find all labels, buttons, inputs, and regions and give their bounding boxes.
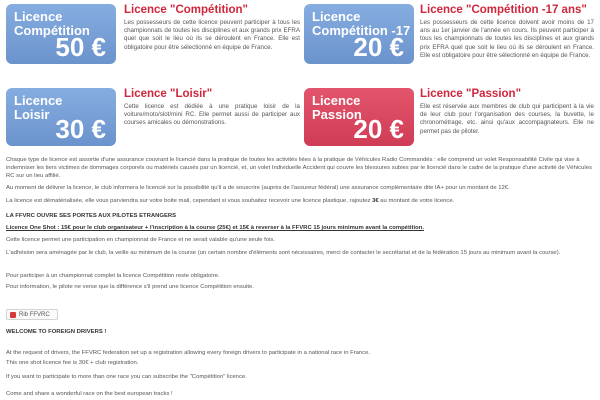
difference-note: Pour information, le pilote ne verse que la différence s'il prend une licence Compétition ensuite. [6,284,254,290]
licence-title-competition-17: Licence "Compétition -17 ans" [420,4,587,16]
pdf-icon [10,312,16,318]
card-name: Licence Compétition -17 [312,9,411,38]
rib-ffvrc-link[interactable] [6,309,58,320]
licence-card-passion [304,88,414,146]
card-price: 50 € [55,32,106,62]
dematerialized-paragraph: La licence est dématérialisée, elle vous parviendra sur votre boite mail, cependant si vous souhaitez recevoir une licence plastique, rajoutez 3€ au montant de votre licence. [6,198,455,204]
licence-desc-passion: Elle est réservée aux membres de club qui participent à la vie de leur club pour l'organisation des courses, la buvette, le chronométrage, etc. ainsi qu'aux accompagnateurs. Elle ne permet pas de piloter. [420,103,594,135]
full-championship-note: Pour participer à un championnat complet la licence Compétition reste obligatoire. [6,273,220,279]
card-price: 20 € [353,114,404,144]
card-name: Licence Loisir [14,93,63,122]
licence-title-competition: Licence "Compétition" [124,4,249,16]
licence-desc-competition: Les possesseurs de cette licence peuvent participer à tous les championnats de toutes les disciplines et aux grands prix EFRA quel que soit le lieu où ils se déroulent en France. Elle est obligatoire pour être sélectionné en équipe de France. [124,19,300,51]
insurance-paragraph: Chaque type de licence est assortie d'une assurance couvrant le licencié dans la pratique de toutes les activités liées à la pratique de Véhicules Radio Commandés : elle comprend un volet Responsabilité Civile qui vise à indemniser les tiers victimes de dommages corporels ou matériels causés par un licencié, et, un volet Individuelle Accident qui couvre les blessures subies par le licencié dans le cadre de la pratique d'une activité de Véhicules RC sur un lieu affilié. [6,157,592,179]
membership-paragraph: L'adhésion sera aménagée par le club, la veille au minimum de la course (un certain nombre d'éléments sont nécessaires, merci de contacter le secrétariat et de la fédération 15 jours au minimum avant la course). [6,250,561,256]
licence-title-passion: Licence "Passion" [420,88,522,100]
english-paragraph-3: If you want to participate to more than one race you can subscribe the "Compétition" licence. [6,374,247,380]
one-shot-info: Cette licence permet une participation en championnat de France et ne serait valable qu'une seule fois. [6,237,275,243]
licence-card-loisir [6,88,116,146]
one-shot-heading: Licence One Shot : 15€ pour le club organisateur + l'inscription à la course (25€) et 15€ à reverser à la FFVRC 15 jours minimum avant la compétition. [6,225,424,231]
licence-card-competition [6,4,116,64]
licence-card-competition-17 [304,4,414,64]
english-paragraph-1: At the request of drivers, the FFVRC federation set up a registration allowing every foreign drivers to participate in a national race in France. [6,350,371,356]
card-name: Licence Compétition [14,9,90,38]
licence-title-loisir: Licence "Loisir" [124,88,213,100]
card-price: 30 € [55,114,106,144]
rib-label: Rib FFVRC [19,312,50,318]
english-paragraph-2: This one shot licence fee is 30€ + club registration. [6,360,139,366]
foreign-heading: LA FFVRC OUVRE SES PORTES AUX PILOTES ETRANGERS [6,213,177,219]
ia-plus-paragraph: Au moment de délivrer la licence, le club informera le licencié sur la possibilité qu'il a de souscrire (auprès de l'assureur fédéral) une assurance complémentaire dite IA+ pour un montant de 12€. [6,185,510,191]
english-paragraph-4: Come and share a wonderful race on the best european tracks ! [6,391,173,397]
card-name: Licence Passion [312,93,362,122]
licence-desc-competition-17: Les possesseurs de cette licence doivent avoir moins de 17 ans au 1er janvier de l'année en cours. Ils peuvent participer à tous les championnats de toutes les disciplines et aux grands prix EFRA quel que soit le lieu où ils se déroulent en France. Elle est obligatoire pour être sélectionné en équipe de France. [420,19,594,59]
licence-desc-loisir: Cette licence est dédiée à une pratique loisir de la voiture/moto/slot/mini RC. Elle permet aussi de participer aux courses amicales ou démonstrations. [124,103,300,127]
card-price: 20 € [353,32,404,62]
welcome-heading: WELCOME TO FOREIGN DRIVERS ! [6,329,107,335]
